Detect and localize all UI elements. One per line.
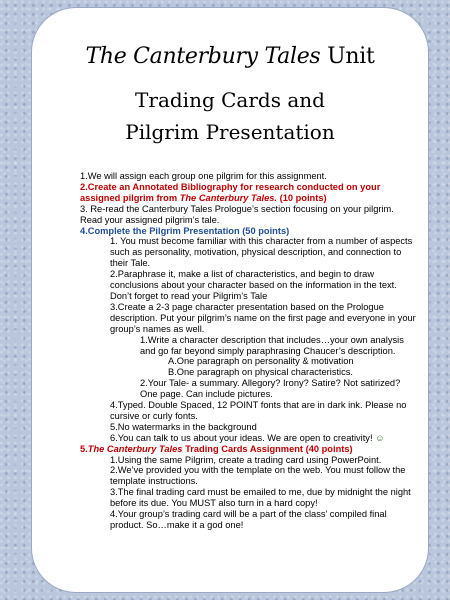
title-unit: Unit [320,44,375,69]
title-italic: The Canterbury Tales [85,44,321,69]
title-line-3: Pilgrim Presentation [125,120,335,144]
smiley-icon: ☺ [375,432,385,443]
item-2-text: 2.Create an Annotated Bibliography for research conducted on your assigned pilgrim from [80,181,381,203]
item-5-book-title: The Canterbury Tales [87,443,183,454]
item-4-3-1-b: B.One paragraph on physical characteristics. [168,367,353,378]
item-5-text: Trading Cards Assignment (40 points) [182,443,353,454]
item-4-2: 2.Paraphrase it, make a list of characteristics, and begin to draw conclusions about your character based on the information in the text. Don’t forget to read your Pilgrim’s Tale [110,269,397,301]
item-4-6-text: 6.You can talk to us about your ideas. We are open to creativity! [110,432,373,443]
item-5-1: 1.Using the same Pilgrim, create a trading card using PowerPoint. [110,454,382,465]
item-4-3: 3.Create a 2-3 page character presentation based on the Prologue description. Put your pilgrim’s name on the first page and everyone in your group’s names as well. [110,301,416,334]
title-line-2: Trading Cards and [135,88,325,112]
assignment-list [80,171,416,531]
item-5 [80,444,416,455]
item-4-1: 1. You must become familiar with this character from a number of aspects such as personality, motivation, physical description, and connection to their Tale. [110,236,413,269]
item-3: 3. Re-read the Canterbury Tales Prologue’s section focusing on your pilgrim. Read your assigned pilgrim’s tale. [80,203,394,225]
item-4-3-1: 1.Write a character description that includes…your own analysis and go far beyond simply paraphrasing Chaucer’s description. [140,334,404,356]
item-5-2: 2.We’ve provided you with the template on the web. You must follow the template instructions. [110,465,406,487]
item-4: 4.Complete the Pilgrim Presentation (50 points) [80,225,290,236]
item-4-3-2: 2.Your Tale- a summary. Allegory? Irony? Satire? Not satirized? One page. Can include pictures. [140,378,401,400]
item-5-number: 5. [80,443,88,454]
item-4-6 [80,433,416,444]
item-2-book-title: The Canterbury Tales. [179,192,278,203]
assignment-card [32,8,428,592]
item-4-3-1-a: A.One paragraph on personality & motivation [168,356,354,367]
title-line-1 [32,44,428,69]
item-5-3: 3.The final trading card must be emailed to me, due by midnight the night before its due. You MUST also turn in a hard copy! [110,487,411,509]
item-4-5: 5.No watermarks in the background [110,421,257,432]
item-1: 1.We will assign each group one pilgrim for this assignment. [80,171,327,181]
item-2 [80,182,416,204]
item-2-points: (10 points) [277,192,327,203]
item-4-4: 4.Typed. Double Spaced, 12 POINT fonts that are in dark ink. Please no cursive or curly fonts. [110,400,407,421]
item-5-4: 4.Your group’s trading card will be a part of the class’ compiled final product. So…make it a god one! [110,509,387,530]
